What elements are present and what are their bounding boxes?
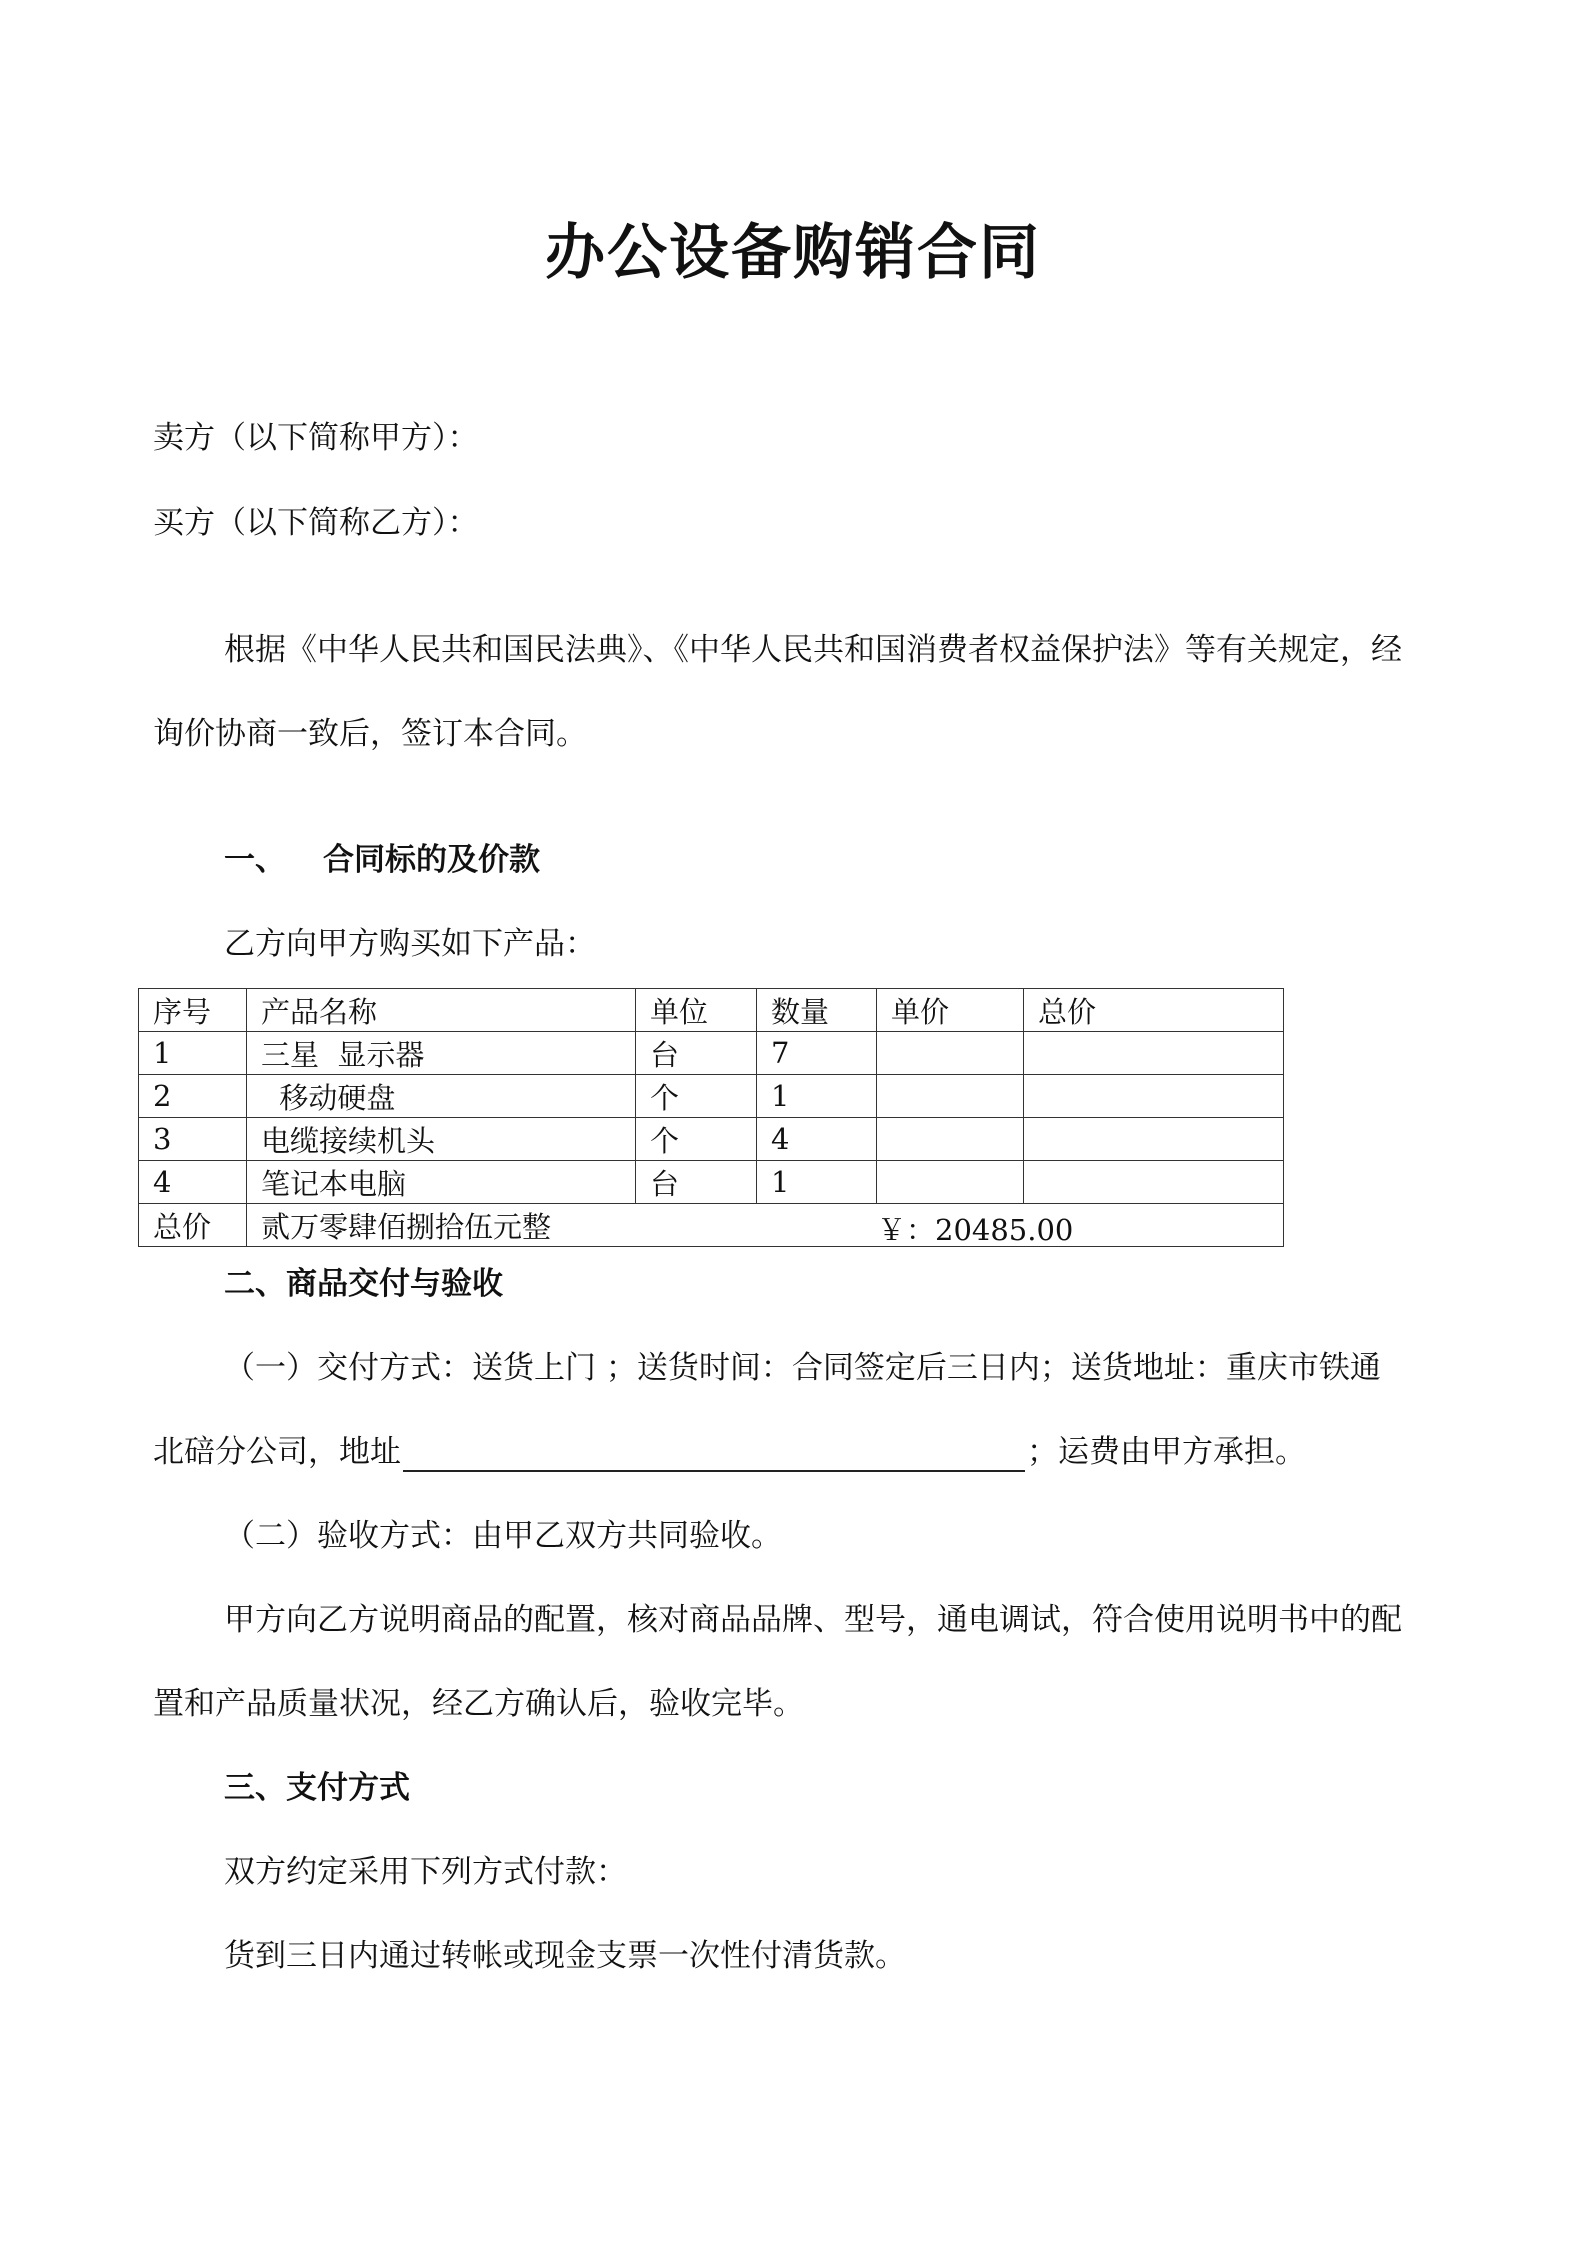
cell-unit: 个 bbox=[636, 1075, 757, 1118]
table-row bbox=[139, 1118, 1284, 1161]
cell-total bbox=[1024, 1161, 1284, 1204]
total-words: 贰万零肆佰捌拾伍元整 bbox=[261, 1209, 552, 1244]
total-label: 总价 bbox=[139, 1204, 247, 1247]
total-value-cell bbox=[247, 1204, 1284, 1247]
buyer-line: 买方（以下简称乙方）： bbox=[153, 505, 479, 541]
delivery-line-2 bbox=[153, 1432, 1306, 1472]
cell-quantity: 4 bbox=[757, 1118, 877, 1161]
delivery-line-1: （一）交付方式：送货上门 ；送货时间：合同签定后三日内；送货地址：重庆市铁通 bbox=[224, 1350, 1381, 1386]
freight-note: ；运费由甲方承担。 bbox=[1027, 1434, 1306, 1470]
contract-title: 办公设备购销合同 bbox=[545, 218, 1041, 288]
intro-line-1: 根据《中华人民共和国民法典》、《中华人民共和国消费者权益保护法》等有关规定，经 bbox=[224, 632, 1402, 668]
header-index: 序号 bbox=[139, 989, 247, 1032]
header-total: 总价 bbox=[1024, 989, 1284, 1032]
header-unit-price: 单价 bbox=[877, 989, 1024, 1032]
section2-heading: 二、商品交付与验收 bbox=[224, 1266, 503, 1302]
total-amount: ￥：20485.00 bbox=[877, 1213, 1074, 1247]
section1-number: 一、 bbox=[224, 842, 286, 878]
cell-unit-price bbox=[877, 1161, 1024, 1204]
cell-index: 4 bbox=[139, 1161, 247, 1204]
payment-lead: 双方约定采用下列方式付款： bbox=[224, 1854, 627, 1890]
cell-unit: 台 bbox=[636, 1161, 757, 1204]
section1-lead: 乙方向甲方购买如下产品： bbox=[224, 926, 596, 962]
table-row bbox=[139, 1032, 1284, 1075]
cell-quantity: 7 bbox=[757, 1032, 877, 1075]
cell-product: 电缆接续机头 bbox=[247, 1118, 636, 1161]
cell-product: 三星 显示器 bbox=[247, 1032, 636, 1075]
acceptance-method: （二）验收方式：由甲乙双方共同验收。 bbox=[224, 1518, 782, 1554]
acceptance-line-2: 置和产品质量状况，经乙方确认后，验收完毕。 bbox=[153, 1686, 804, 1722]
cell-unit: 个 bbox=[636, 1118, 757, 1161]
acceptance-line-1: 甲方向乙方说明商品的配置，核对商品品牌、型号，通电调试，符合使用说明书中的配 bbox=[224, 1602, 1402, 1638]
cell-unit: 台 bbox=[636, 1032, 757, 1075]
cell-unit-price bbox=[877, 1118, 1024, 1161]
table-row bbox=[139, 1161, 1284, 1204]
intro-line-2: 询价协商一致后，签订本合同。 bbox=[153, 716, 587, 752]
cell-index: 3 bbox=[139, 1118, 247, 1161]
cell-total bbox=[1024, 1032, 1284, 1075]
header-unit: 单位 bbox=[636, 989, 757, 1032]
address-blank bbox=[403, 1436, 1025, 1472]
section3-heading: 三、支付方式 bbox=[224, 1770, 410, 1806]
cell-quantity: 1 bbox=[757, 1161, 877, 1204]
goods-table bbox=[138, 988, 1284, 1247]
cell-product: 移动硬盘 bbox=[247, 1075, 636, 1118]
table-row bbox=[139, 1075, 1284, 1118]
cell-quantity: 1 bbox=[757, 1075, 877, 1118]
cell-index: 1 bbox=[139, 1032, 247, 1075]
header-quantity: 数量 bbox=[757, 989, 877, 1032]
header-product: 产品名称 bbox=[247, 989, 636, 1032]
cell-product: 笔记本电脑 bbox=[247, 1161, 636, 1204]
payment-terms: 货到三日内通过转帐或现金支票一次性付清货款。 bbox=[224, 1938, 906, 1974]
cell-unit-price bbox=[877, 1075, 1024, 1118]
cell-index: 2 bbox=[139, 1075, 247, 1118]
cell-total bbox=[1024, 1075, 1284, 1118]
section1-heading: 合同标的及价款 bbox=[323, 842, 540, 878]
table-header-row bbox=[139, 989, 1284, 1032]
cell-total bbox=[1024, 1118, 1284, 1161]
seller-line: 卖方（以下简称甲方）： bbox=[153, 420, 479, 456]
table-total-row bbox=[139, 1204, 1284, 1247]
address-label: 北碚分公司，地址 bbox=[153, 1434, 401, 1470]
cell-unit-price bbox=[877, 1032, 1024, 1075]
